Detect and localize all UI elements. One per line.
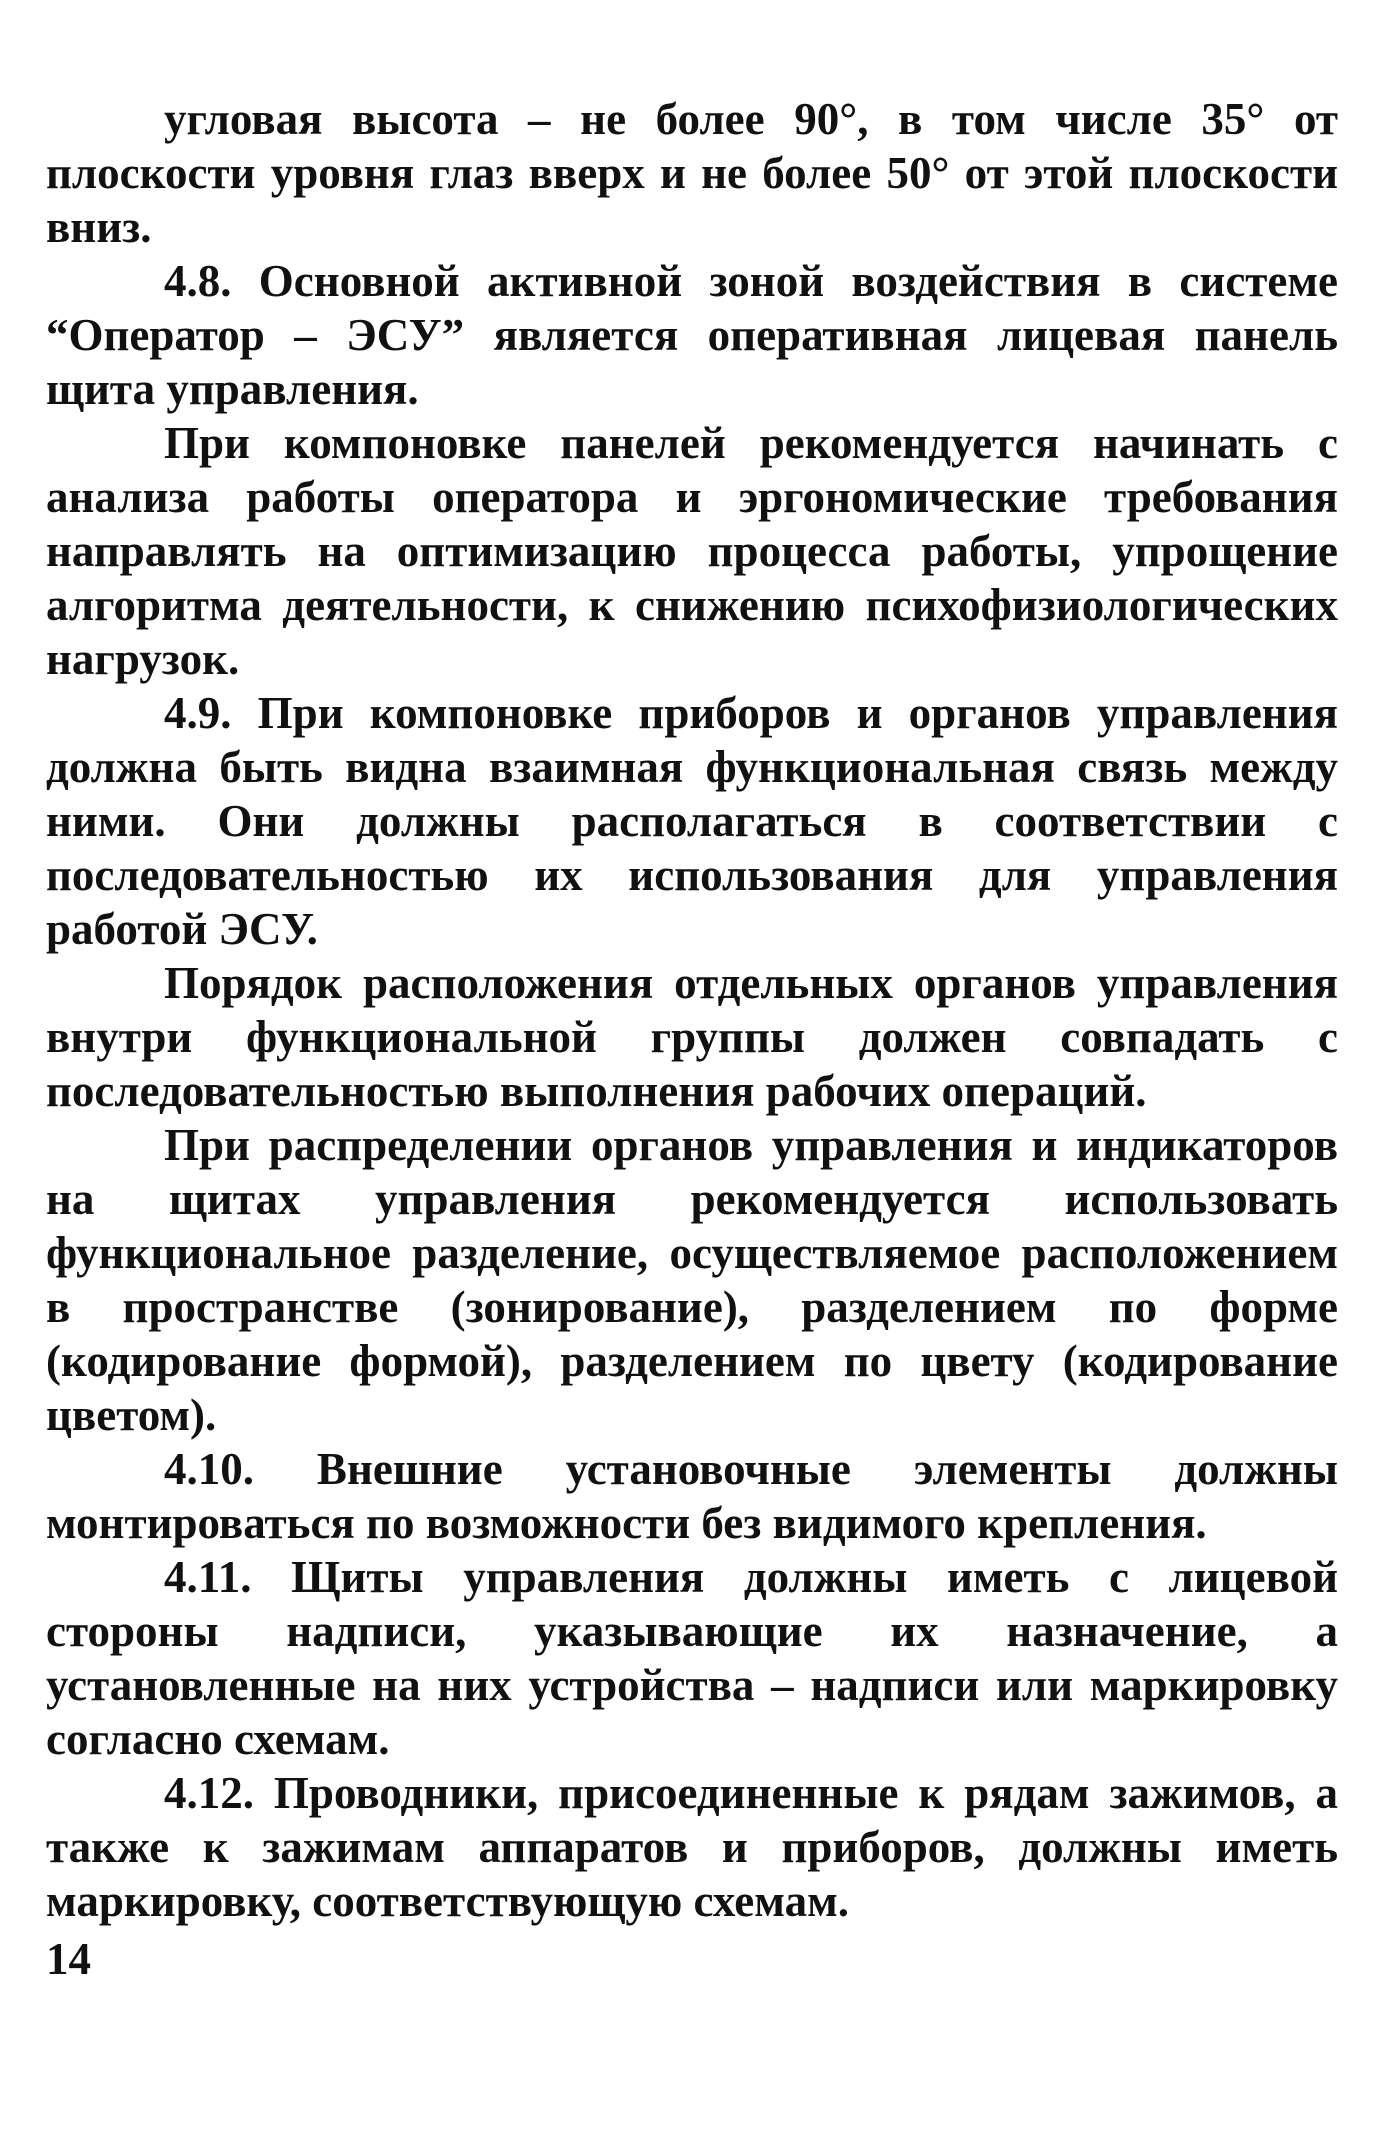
paragraph-4-12: 4.12. Проводники, присоединенные к рядам зажимов, а также к зажимам аппаратов и приборов, должны иметь маркировку, соответствующую схемам. xyxy=(46,1768,1338,1926)
paragraph-4-9: 4.9. При компоновке приборов и органов управления должна быть видна взаимная функциональная связь между ними. Они должны располагаться в соответствии с последовательностью их использования для управления работой ЭСУ. xyxy=(46,688,1338,954)
paragraph-4-11: 4.11. Щиты управления должны иметь с лицевой стороны надписи, указывающие их назначение, а установленные на них устройства – надписи или маркировку согласно схемам. xyxy=(46,1552,1338,1764)
paragraph-angular-height: угловая высота – не более 90°, в том числе 35° от плоскости уровня глаз вверх и не более 50° от этой плоскости вниз. xyxy=(46,94,1338,252)
paragraph-functional-separation: При распределении органов управления и индикаторов на щитах управления рекомендуется использовать функциональное разделение, осуществляемое расположением в пространстве (зонирование), разделением по форме (кодирование формой), разделением по цвету (кодирование цветом). xyxy=(46,1120,1338,1440)
paragraph-4-10: 4.10. Внешние установочные элементы должны монтироваться по возможности без видимого крепления. xyxy=(46,1444,1338,1548)
paragraph-4-8: 4.8. Основной активной зоной воздействия в системе “Оператор – ЭСУ” является оперативная лицевая панель щита управления. xyxy=(46,256,1338,414)
paragraph-panel-layout: При компоновке панелей рекомендуется начинать с анализа работы оператора и эргономические требования направлять на оптимизацию процесса работы, упрощение алгоритма деятельности, к снижению психофизиологических нагрузок. xyxy=(46,418,1338,684)
page-number: 14 xyxy=(46,1934,91,1984)
page-body xyxy=(46,92,1338,1928)
paragraph-control-order: Порядок расположения отдельных органов управления внутри функциональной группы должен совпадать с последовательностью выполнения рабочих операций. xyxy=(46,958,1338,1116)
